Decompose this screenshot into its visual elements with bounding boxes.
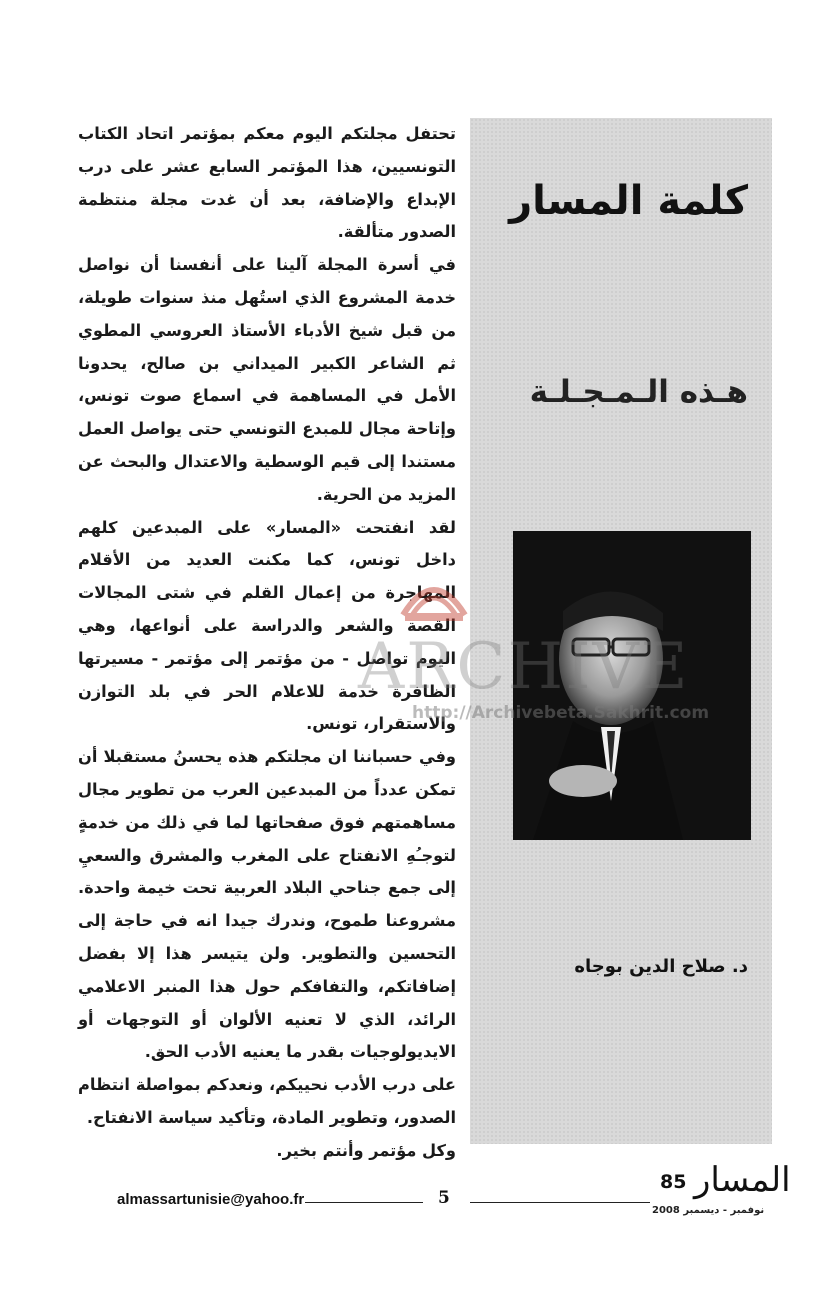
footer-email: almassartunisie@yahoo.fr bbox=[117, 1191, 305, 1208]
footer-page-number: 5 bbox=[438, 1188, 450, 1208]
article-paragraph: لقد انفتحت «المسار» على المبدعين كلهم داخل تونس، كما مكنت العديد من الأقلام المهاجرة من إعمال القلم في شتى المجالات القصة والشعر والدراسة على أنواعها، وهي اليوم تواصل - من مؤتمر إلى مؤتمر - مسيرتها الظافرة خدمة للاعلام الحر في بلد التوازن والاستقرار، تونس. bbox=[78, 517, 456, 734]
article-paragraph: تحتفل مجلتكم اليوم معكم بمؤتمر اتحاد الكتاب التونسيين، هذا المؤتمر السابع عشر على درب الإبداع والإضافة، بعد أن غدت مجلة منتظمة الصدور متألقة. bbox=[78, 124, 456, 242]
article-paragraph: في أسرة المجلة آلينا على أنفسنا أن نواصل خدمة المشروع الذي استُهل منذ سنوات طويلة، من قبل شيخ الأدباء الأستاذ العروسي المطوي ثم الشاعر الكبير الميداني بن صالح، يحدونا الأمل في المساهمة في اسماع صوت تونس، وإتاحة مجال للمبدع التونسي حتى يواصل العمل مستندا إلى قيم الوسطية والاعتدال والبحث عن المزيد من الحرية. bbox=[78, 255, 456, 504]
author-name: د. صلاح الدين بوجاه bbox=[574, 956, 748, 977]
watermark-text: ARCHIVE bbox=[358, 630, 690, 704]
footer-rule-right bbox=[470, 1202, 650, 1203]
column-subtitle: هـذه الـمـجـلـة bbox=[529, 374, 748, 410]
article-paragraph: على درب الأدب نحييكم، ونعدكم بمواصلة انتظام الصدور، وتطوير المادة، وتأكيد سياسة الانفتاح. bbox=[78, 1075, 456, 1127]
footer-date: نوفمبر - ديسمبر 2008 bbox=[652, 1205, 765, 1216]
footer-issue-number: 85 bbox=[660, 1171, 687, 1193]
article-paragraph: وكل مؤتمر وأنتم بخير. bbox=[276, 1140, 456, 1160]
article-paragraph: وفي حسباننا ان مجلتكم هذه يحسنُ مستقبلا أن تمكن عدداً من المبدعين العرب من تطوير مجال مساهمتهم فوق صفحاتها لما في ذلك من خدمةٍ لتوجـُهِ الانفتاح على المغرب والمشرق والسعيِ إلى جمع جناحي البلاد العربية تحت خيمة واحدة. مشروعنا طموح، وندرك جيدا انه في حاجة إلى التحسين والتطوير. ولن يتيسر هذا إلا بفضل إضافاتكم، والتفافكم حول هذا المنبر الاعلامي الرائد، الذي لا تعنيه الألوان أو التوجهات أو الايديولوجيات بقدر ما يعنيه الأدب الحق. bbox=[78, 747, 456, 1062]
column-title: كلمة المسار bbox=[509, 178, 748, 224]
archive-logo-icon bbox=[395, 555, 473, 627]
footer-magazine-name: المسار bbox=[694, 1160, 791, 1200]
footer-rule-left bbox=[305, 1202, 423, 1203]
watermark-url: http://Archivebeta.Sakhrit.com bbox=[412, 703, 710, 723]
